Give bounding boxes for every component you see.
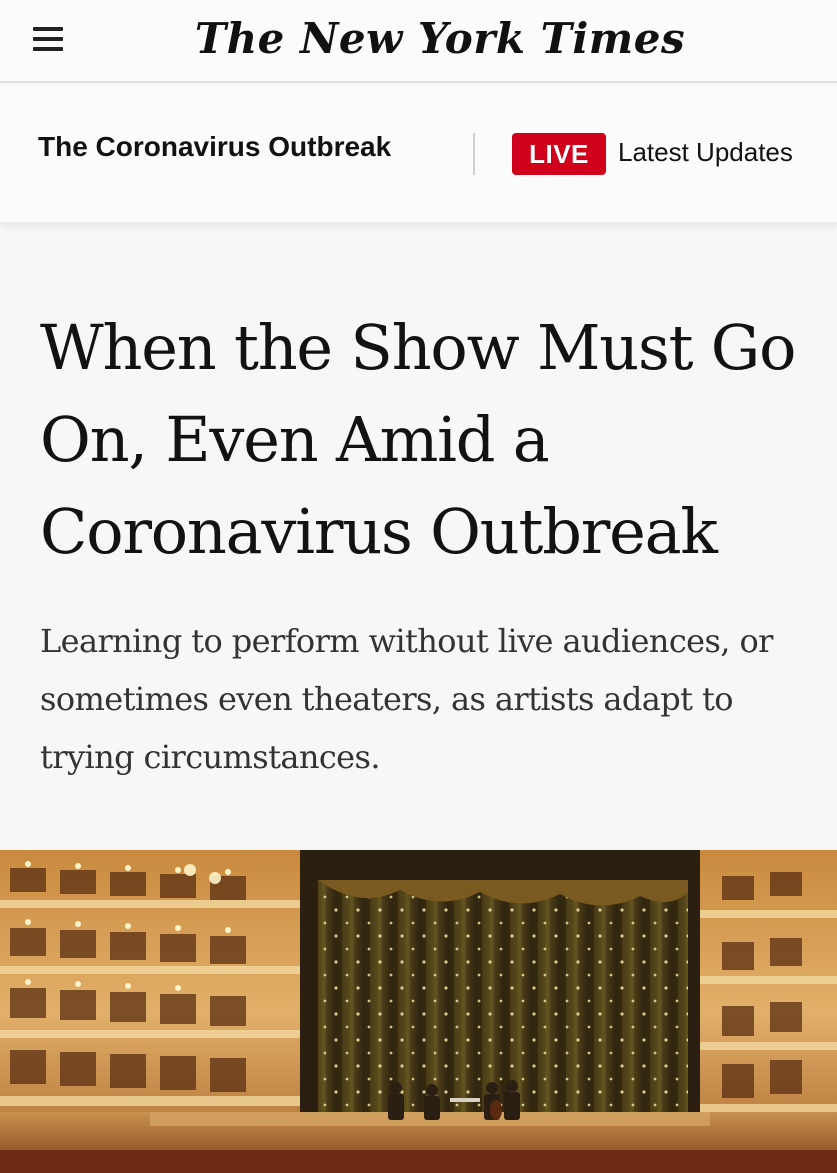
latest-updates-link[interactable]: Latest Updates xyxy=(618,137,793,167)
menu-line xyxy=(33,37,63,41)
curtain-lights xyxy=(318,880,688,1120)
menu-line xyxy=(33,27,63,31)
top-navigation-bar xyxy=(0,0,837,83)
audience-seats xyxy=(0,1150,837,1173)
hamburger-menu-icon[interactable] xyxy=(30,24,66,54)
masthead-logo[interactable]: The New York Times xyxy=(194,14,686,63)
live-badge[interactable]: LIVE xyxy=(512,133,606,175)
article-headline: When the Show Must Go On, Even Amid a Coronavirus Outbreak xyxy=(40,311,796,568)
article-summary: Learning to perform without live audiences, or sometimes even theaters, as artists adapt to trying circumstances. xyxy=(40,622,773,776)
hero-image xyxy=(0,850,837,1173)
opera-house-illustration xyxy=(0,850,837,1173)
section-name-link[interactable]: The Coronavirus Outbreak xyxy=(38,131,392,162)
section-bar xyxy=(0,85,837,223)
menu-line xyxy=(33,47,63,51)
section-divider xyxy=(473,133,475,175)
